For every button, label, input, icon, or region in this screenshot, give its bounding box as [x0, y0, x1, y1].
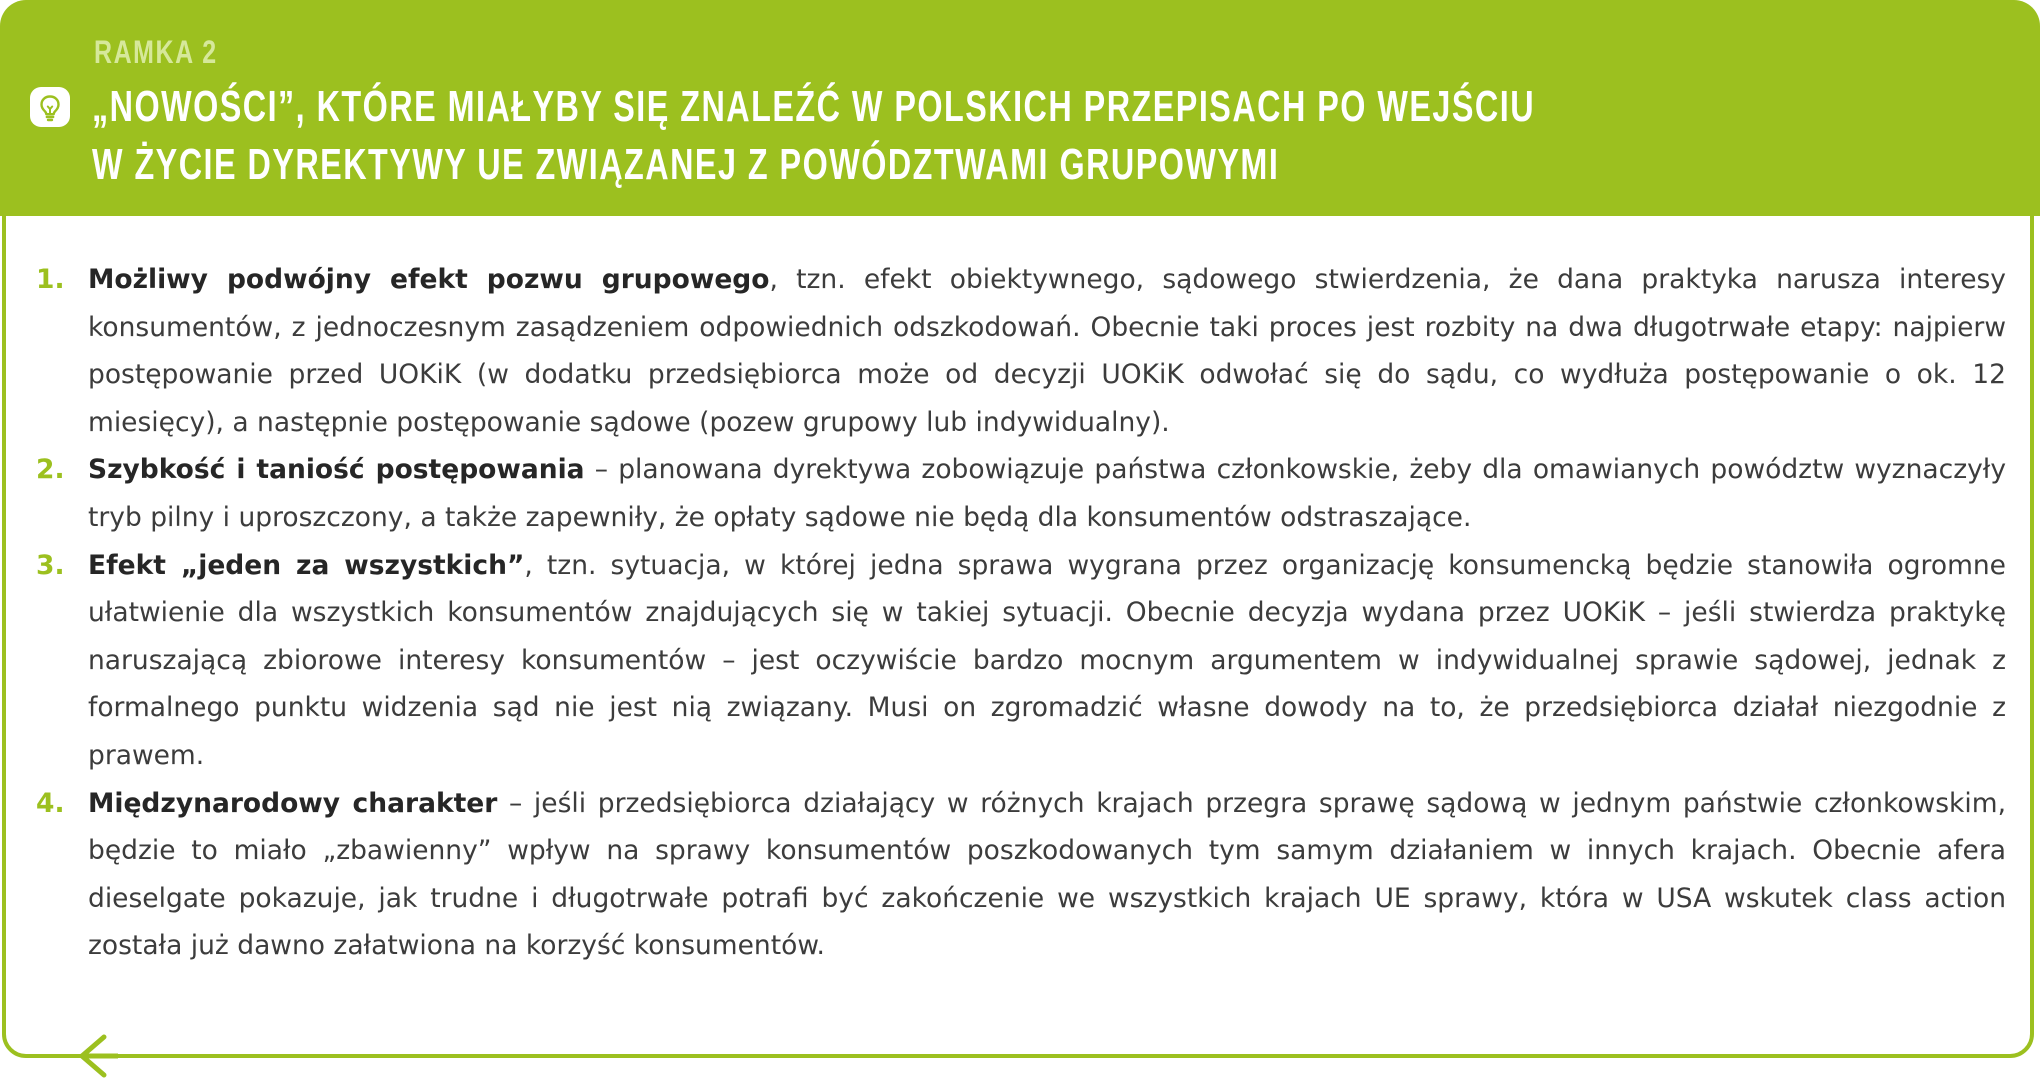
box-label: RAMKA 2 [94, 34, 218, 70]
list-item-heading: Międzynarodowy charakter [88, 787, 498, 819]
list-item-number: 2. [36, 454, 65, 486]
list-item-text: , tzn. efekt obiektywnego, sądowego stwierdzenia, że dana praktyka narusza interesy konsumentów, z jednoczesnym zasądzeniem odpowiednich odszkodowań. Obecnie taki proces jest rozbity na dwa długotrwałe etapy: najpierw postępowanie przed UOKiK (w dodatku przedsiębiorca może od decyzji UOKiK odwołać się do sądu, co wydłuża postępowanie o ok. 12 miesięcy), a następnie postępowanie sądowe (pozew grupowy lub indywidualny). [88, 264, 2006, 438]
list-item-number: 4. [36, 787, 65, 819]
numbered-list [34, 256, 2006, 970]
arrow-left-icon [74, 1034, 118, 1078]
list-item [34, 780, 2006, 970]
box-header [0, 0, 2040, 216]
list-item-number: 1. [36, 264, 65, 295]
box-title-line-1: „NOWOŚCI”, KTÓRE MIAŁYBY SIĘ ZNALEŹĆ W POLSKICH PRZEPISACH PO WEJŚCIU [92, 82, 1536, 131]
list-item-heading: Możliwy podwójny efekt pozwu grupowego [88, 264, 770, 295]
list-item [34, 446, 2006, 541]
list-item-heading: Szybkość i taniość postępowania [88, 454, 585, 486]
list-item-text: , tzn. sytuacja, w której jedna sprawa wygrana przez organizację konsumencką będzie stanowiła ogromne ułatwienie dla wszystkich konsumentów znajdujących się w takiej sytuacji. Obecnie decyzja wydana przez UOKiK – jeśli stwierdza praktykę naruszającą zbiorowe interesy konsumentów – jest oczywiście bardzo mocnym argumentem w indywidualnej sprawie sądowej, jednak z formalnego punktu widzenia sąd nie jest nią związany. Musi on zgromadzić własne dowody na to, że przedsiębiorca działał niezgodnie z prawem. [88, 549, 2006, 771]
lightbulb-icon [30, 87, 70, 127]
box-title-line-2: W ŻYCIE DYREKTYWY UE ZWIĄZANEJ Z POWÓDZTWAMI GRUPOWYMI [92, 140, 1280, 189]
list-item-text: – planowana dyrektywa zobowiązuje państwa członkowskie, żeby dla omawianych powództw wyznaczyły tryb pilny i uproszczony, a także zapewniły, że opłaty sądowe nie będą dla konsumentów odstraszające. [88, 454, 2007, 533]
list-item-number: 3. [36, 549, 65, 581]
list-item-text: – jeśli przedsiębiorca działający w różnych krajach przegra sprawę sądową w jednym państwie członkowskim, będzie to miało „zbawienny” wpływ na sprawy konsumentów poszkodowanych tym samym działaniem w innych krajach. Obecnie afera dieselgate pokazuje, jak trudne i długotrwałe potrafi być zakończenie we wszystkich krajach UE sprawy, która w USA wskutek class action została już dawno załatwiona na korzyść konsumentów. [88, 787, 2006, 962]
list-item [34, 542, 2006, 780]
list-item-heading: Efekt „jeden za wszystkich” [88, 549, 525, 581]
list-item [34, 256, 2006, 446]
